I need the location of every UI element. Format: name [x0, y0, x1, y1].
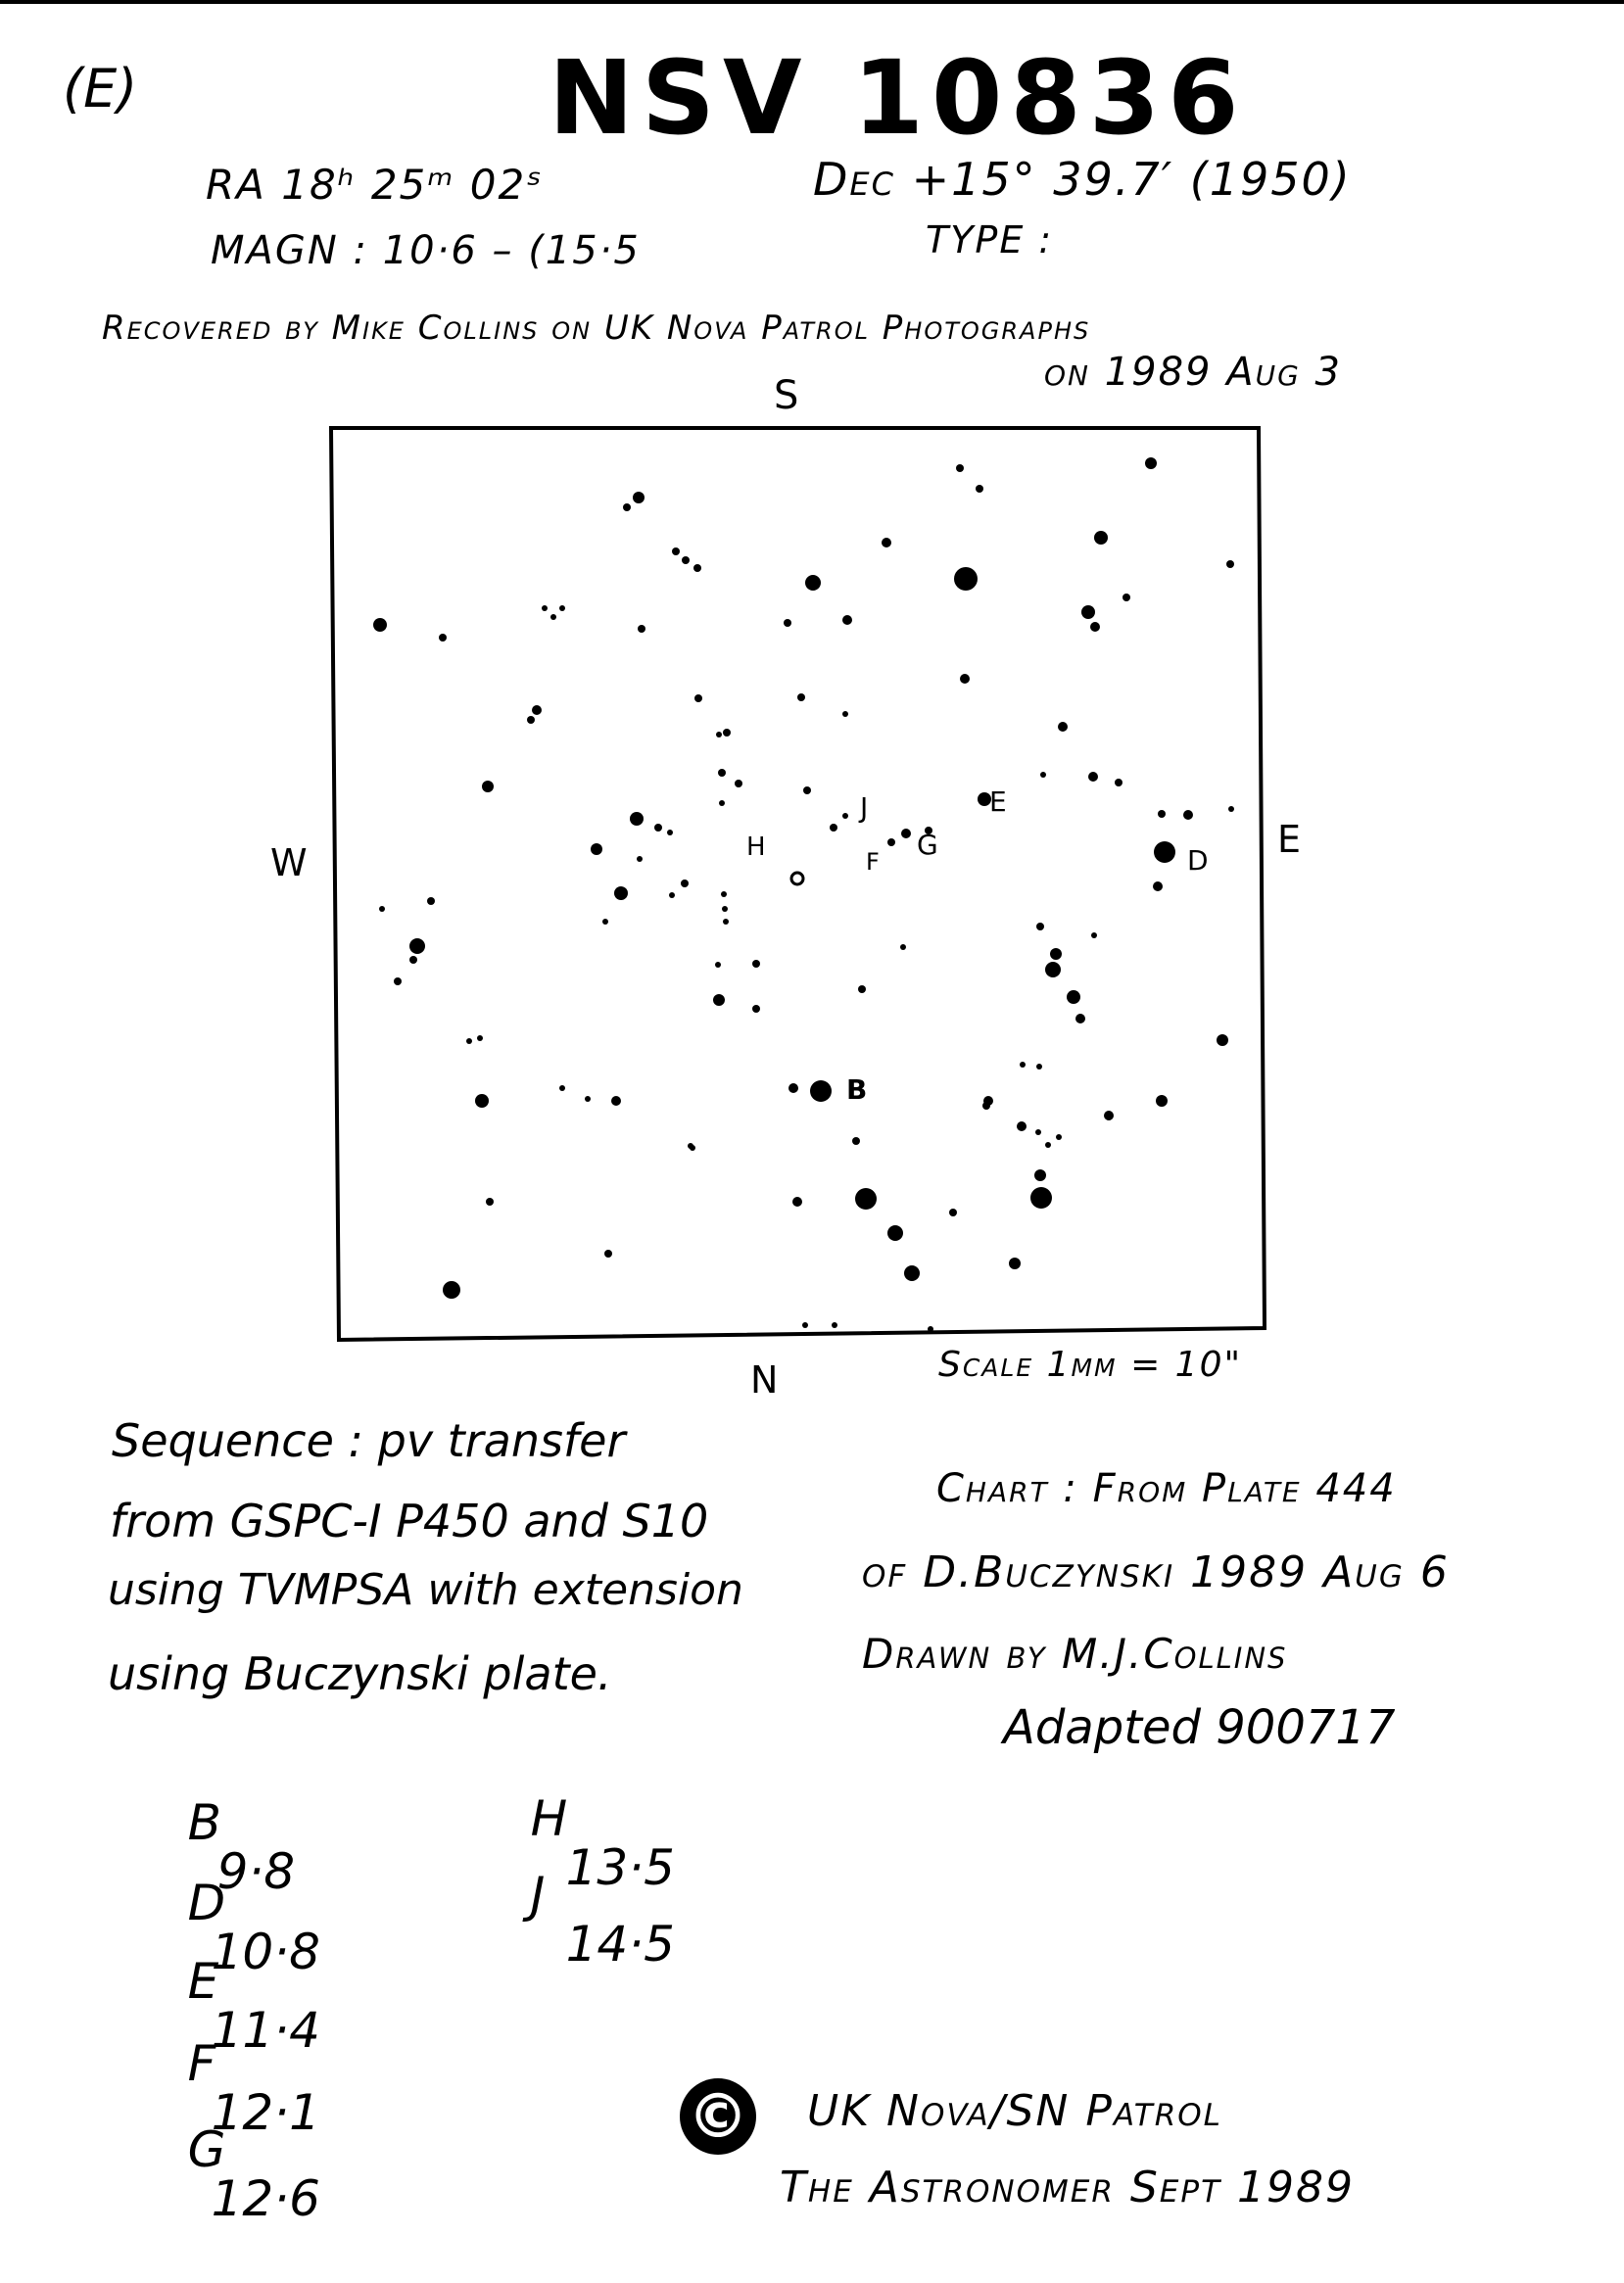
- star-dot: [1094, 531, 1108, 545]
- star-dot: [802, 1322, 808, 1328]
- publication-line: The Astronomer Sept 1989: [780, 2163, 1355, 2212]
- chart-source-line-2: of D.Buczynski 1989 Aug 6: [862, 1547, 1450, 1597]
- star-dot: [379, 906, 385, 912]
- star-dot: [1090, 622, 1100, 632]
- star-dot: [803, 786, 811, 794]
- star-dot: [672, 547, 680, 555]
- star-label-j: J: [860, 791, 869, 824]
- star-dot: [1056, 1134, 1062, 1140]
- star-dot: [637, 856, 643, 862]
- star-dot: [887, 838, 895, 846]
- star-dot: [550, 614, 556, 620]
- mag-value: 13·5: [565, 1839, 675, 1896]
- star-dot: [1081, 605, 1095, 619]
- star-dot: [633, 492, 645, 503]
- star-dot: [667, 830, 673, 835]
- star-dot: [1088, 772, 1098, 782]
- star-dot: [805, 575, 821, 591]
- mag-value: 14·5: [565, 1916, 675, 1973]
- star-dot: [1036, 1064, 1042, 1070]
- star-dot: [723, 919, 729, 925]
- star-field: [373, 457, 1234, 1332]
- star-dot: [752, 960, 760, 968]
- star-dot: [882, 538, 891, 547]
- star-dot: [982, 1102, 990, 1110]
- mag-star: F: [187, 2035, 216, 2092]
- star-dot: [1075, 1014, 1085, 1023]
- magnitude-line: MAGN : 10·6 – (15·5: [211, 228, 641, 273]
- mag-star: J: [530, 1867, 546, 1924]
- star-dot: [1067, 990, 1080, 1004]
- star-dot: [842, 615, 852, 625]
- sequence-line-4: using Buczynski plate.: [108, 1647, 612, 1700]
- star-dot: [1153, 881, 1163, 891]
- direction-south-label: S: [774, 373, 799, 418]
- type-line: TYPE :: [926, 218, 1054, 262]
- star-dot: [559, 1085, 565, 1091]
- star-dot: [900, 944, 906, 950]
- star-dot: [949, 1209, 957, 1216]
- star-dot: [721, 891, 727, 897]
- star-dot: [752, 1005, 760, 1013]
- sequence-line-3: using TVMPSA with extension: [108, 1565, 743, 1615]
- star-dot: [427, 897, 435, 905]
- star-dot: [1030, 1187, 1052, 1209]
- mag-entry-g: [125, 2076, 320, 2272]
- star-dot: [842, 813, 848, 819]
- star-dot: [439, 634, 447, 642]
- star-dot: [960, 674, 970, 684]
- star-dot: [682, 556, 690, 564]
- star-dot: [1035, 1129, 1041, 1135]
- star-dot: [719, 800, 725, 806]
- star-dot: [373, 618, 387, 632]
- star-dot: [669, 892, 675, 898]
- star-dot: [842, 711, 848, 717]
- star-dot: [976, 485, 983, 493]
- star-dot: [638, 625, 645, 633]
- star-dot: [788, 1083, 798, 1093]
- star-dot: [716, 732, 722, 737]
- panel-tag: (E): [63, 58, 138, 119]
- star-dot: [611, 1096, 621, 1106]
- direction-north-label: N: [750, 1358, 779, 1402]
- star-label-b: B: [846, 1073, 868, 1106]
- star-dot: [904, 1265, 920, 1281]
- chart-source-line-1: Chart : From Plate 444: [936, 1466, 1397, 1511]
- mag-value: 9·8: [216, 1843, 296, 1900]
- star-dot: [477, 1035, 483, 1041]
- star-dot: [723, 729, 731, 737]
- mag-star: E: [187, 1953, 219, 2010]
- star-dot: [559, 605, 565, 611]
- star-dot: [630, 812, 644, 826]
- star-dot: [715, 962, 721, 968]
- star-dot: [1158, 810, 1166, 818]
- star-label-e: E: [989, 785, 1007, 818]
- mag-value: 12·1: [211, 2084, 320, 2141]
- star-dot: [1020, 1062, 1026, 1068]
- star-dot: [1045, 962, 1061, 977]
- star-dot: [623, 503, 631, 511]
- star-dot: [681, 880, 689, 887]
- star-dot: [954, 567, 978, 591]
- star-dot: [852, 1137, 860, 1145]
- star-dot: [1040, 772, 1046, 778]
- star-dot: [735, 780, 742, 787]
- star-dot: [591, 843, 602, 855]
- star-dot: [1036, 923, 1044, 930]
- star-dot: [394, 977, 402, 985]
- star-dot: [475, 1094, 489, 1108]
- star-dot: [797, 693, 805, 701]
- copyright-icon: ©: [680, 2078, 756, 2155]
- star-dot: [1183, 810, 1193, 820]
- direction-west-label: W: [270, 841, 308, 884]
- star-dot: [1017, 1121, 1027, 1131]
- dec-line: Dec +15° 39.7′ (1950): [813, 153, 1352, 206]
- star-dot: [855, 1188, 877, 1210]
- star-dot: [810, 1080, 832, 1102]
- star-dot: [604, 1250, 612, 1258]
- star-dot: [1058, 722, 1068, 732]
- mag-star: H: [530, 1790, 568, 1847]
- star-dot: [1045, 1142, 1051, 1148]
- star-dot: [858, 985, 866, 993]
- star-dot: [409, 938, 425, 954]
- star-dot: [1228, 806, 1234, 812]
- star-dot: [901, 829, 911, 838]
- star-dot: [1145, 457, 1157, 469]
- mag-star: B: [187, 1794, 221, 1851]
- star-dot: [928, 1326, 933, 1332]
- star-dot: [614, 886, 628, 900]
- star-dot: [1226, 560, 1234, 568]
- star-dot: [466, 1038, 472, 1044]
- scale-label: Scale 1mm = 10": [938, 1345, 1243, 1385]
- star-dot: [1104, 1111, 1114, 1120]
- mag-entry-j: [468, 1822, 675, 2018]
- star-dot: [1115, 779, 1122, 786]
- star-dot: [542, 605, 548, 611]
- star-dot: [1050, 948, 1062, 960]
- star-dot: [690, 1145, 695, 1151]
- star-dot: [1009, 1258, 1021, 1269]
- star-dot: [482, 781, 494, 792]
- mag-value: 10·8: [211, 1924, 320, 1980]
- star-dot: [1154, 841, 1175, 863]
- direction-east-label: E: [1277, 818, 1302, 861]
- mag-star: G: [187, 2121, 226, 2178]
- star-dot: [830, 824, 837, 832]
- patrol-line: UK Nova/SN Patrol: [807, 2086, 1222, 2136]
- star-dot: [1156, 1095, 1168, 1107]
- star-dot: [694, 694, 702, 702]
- star-dot: [654, 824, 662, 832]
- star-dot: [443, 1281, 460, 1299]
- star-dot: [602, 919, 608, 925]
- star-dot: [1217, 1034, 1228, 1046]
- star-dot: [792, 1197, 802, 1207]
- star-dot: [532, 705, 542, 715]
- star-label-d: D: [1187, 844, 1209, 877]
- star-dot: [527, 716, 535, 724]
- star-dot: [1091, 932, 1097, 938]
- star-dot: [722, 906, 728, 912]
- star-dot: [486, 1198, 494, 1206]
- sequence-line-2: from GSPC-I P450 and S10: [110, 1495, 709, 1547]
- variable-star-marker: [791, 873, 803, 884]
- star-label-h: H: [746, 832, 766, 862]
- mag-star: D: [187, 1875, 226, 1931]
- star-dot: [409, 956, 417, 964]
- star-dot: [1122, 594, 1130, 601]
- star-dot: [956, 464, 964, 472]
- star-dot: [832, 1322, 837, 1328]
- star-dot: [693, 564, 701, 572]
- star-label-g: G: [917, 829, 938, 861]
- mag-value: 11·4: [211, 2002, 320, 2059]
- drawn-by-line: Drawn by M.J.Collins: [862, 1630, 1288, 1678]
- mag-value: 12·6: [211, 2170, 320, 2227]
- page-title: NSV 10836: [549, 38, 1247, 158]
- star-label-f: F: [866, 848, 880, 876]
- star-dot: [585, 1096, 591, 1102]
- star-dot: [713, 994, 725, 1006]
- recovered-date-line: on 1989 Aug 3: [1044, 350, 1342, 395]
- star-dot: [718, 769, 726, 777]
- star-dot: [784, 619, 791, 627]
- ra-line: RA 18ʰ 25ᵐ 02ˢ: [206, 161, 544, 209]
- adapted-line: Adapted 900717: [1003, 1700, 1396, 1755]
- star-dot: [887, 1225, 903, 1241]
- sequence-line-1: Sequence : pv transfer: [112, 1414, 626, 1467]
- recovered-line: Recovered by Mike Collins on UK Nova Patrol Photographs: [102, 309, 1091, 348]
- star-dot: [1034, 1169, 1046, 1181]
